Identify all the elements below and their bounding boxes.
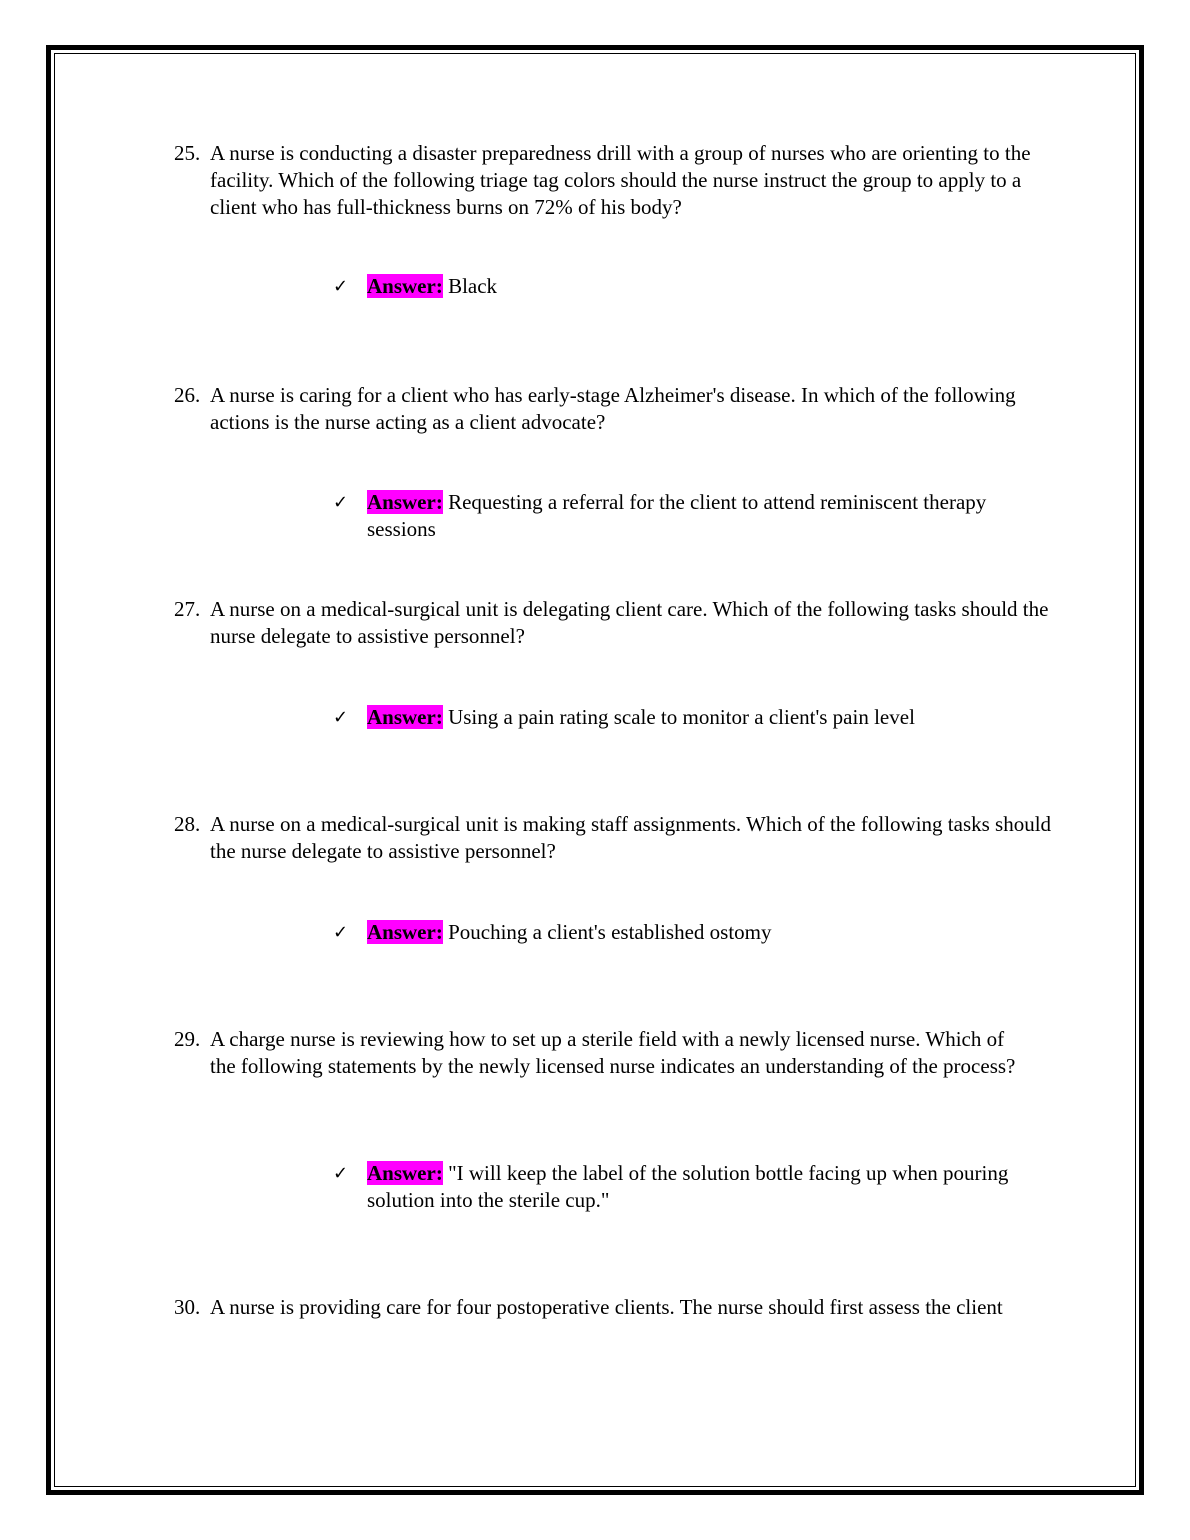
question-28 (174, 811, 1054, 865)
answer-27 (333, 704, 1023, 731)
answer-label: Answer: (367, 1161, 443, 1185)
question-25 (174, 140, 1054, 222)
question-number: 30. (174, 1295, 201, 1319)
checkmark-icon: ✓ (333, 922, 349, 943)
answer-25 (333, 273, 1023, 300)
question-text: A nurse is caring for a client who has early-stage Alzheimer's disease. In which of the following actions is the nurse acting as a client advocate? (210, 383, 1016, 435)
checkmark-icon: ✓ (333, 707, 349, 728)
answer-text: Requesting a referral for the client to attend reminiscent therapy sessions (367, 490, 987, 542)
question-number: 26. (174, 383, 201, 407)
question-30 (174, 1294, 1054, 1321)
question-text: A charge nurse is reviewing how to set up a sterile field with a newly licensed nurse. Which of the following statements by the newly licensed nurse indicates an understanding of the process? (210, 1027, 1016, 1079)
question-text: A nurse on a medical-surgical unit is making staff assignments. Which of the following tasks should the nurse delegate to assistive personnel? (210, 812, 1052, 864)
question-number: 27. (174, 597, 201, 621)
question-number: 28. (174, 812, 201, 836)
answer-text: Using a pain rating scale to monitor a client's pain level (442, 705, 915, 729)
answer-29 (333, 1160, 1023, 1214)
question-26 (174, 382, 1054, 436)
question-number: 25. (174, 141, 201, 165)
checkmark-icon: ✓ (333, 1163, 349, 1184)
answer-label: Answer: (367, 705, 443, 729)
answer-text: Pouching a client's established ostomy (442, 920, 772, 944)
question-number: 29. (174, 1027, 201, 1051)
answer-text: Black (442, 274, 498, 298)
question-29 (174, 1026, 1024, 1080)
answer-28 (333, 919, 1023, 946)
page-border-inner (54, 53, 1136, 1487)
answer-label: Answer: (367, 920, 443, 944)
answer-label: Answer: (367, 490, 443, 514)
question-text: A nurse on a medical-surgical unit is delegating client care. Which of the following tasks should the nurse delegate to assistive personnel? (210, 597, 1049, 649)
question-text: A nurse is conducting a disaster preparedness drill with a group of nurses who are orienting to the facility. Which of the following triage tag colors should the nurse instruct the group to apply to a client who has full-thickness burns on 72% of his body? (210, 141, 1031, 220)
answer-label: Answer: (367, 274, 443, 298)
question-27 (174, 596, 1054, 650)
answer-text: "I will keep the label of the solution bottle facing up when pouring solution into the sterile cup." (367, 1161, 1009, 1213)
question-text: A nurse is providing care for four postoperative clients. The nurse should first assess the client (210, 1295, 1003, 1319)
checkmark-icon: ✓ (333, 492, 349, 513)
checkmark-icon: ✓ (333, 276, 349, 297)
answer-26 (333, 489, 993, 543)
